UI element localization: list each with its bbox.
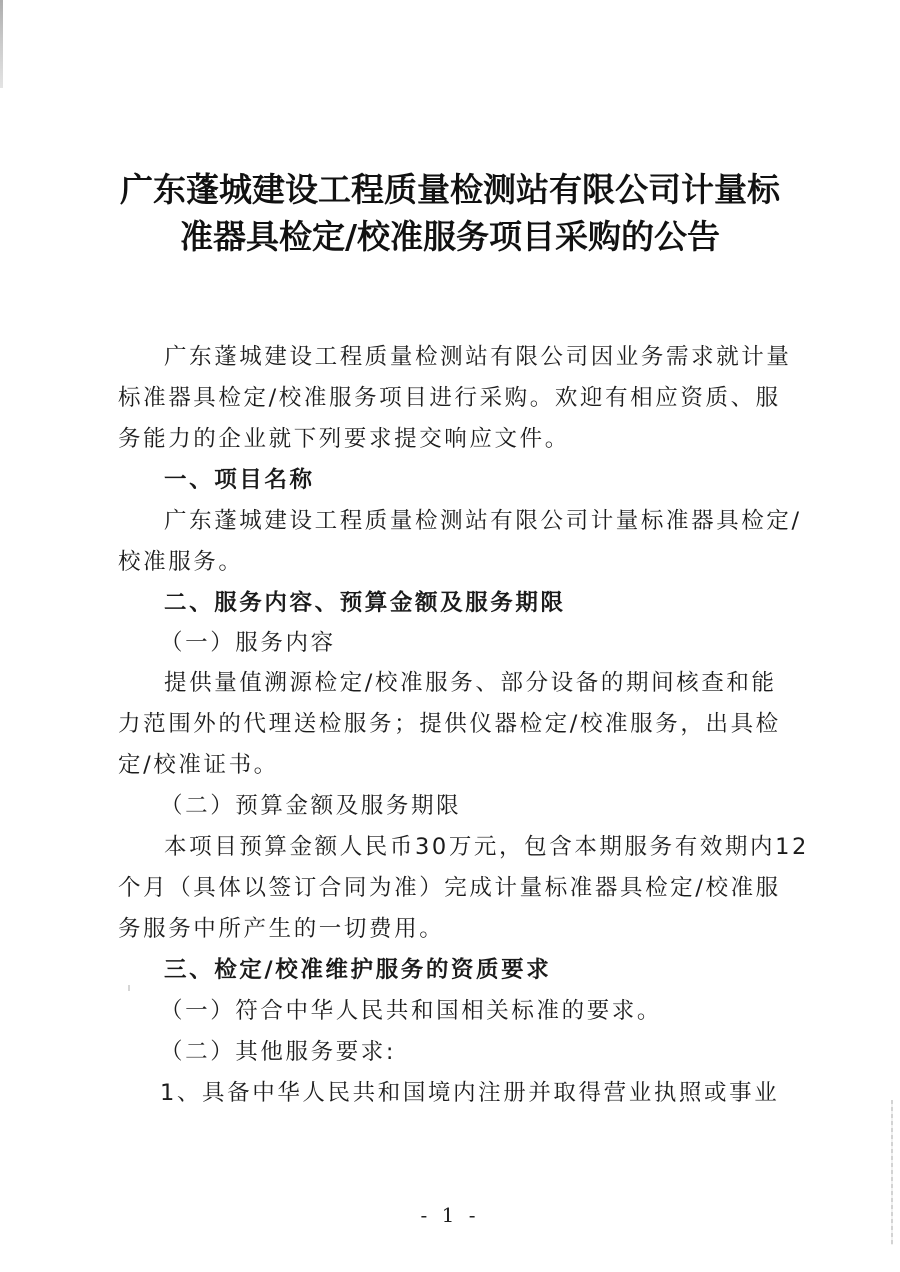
intro-line-2: 标准器具检定/校准服务项目进行采购。欢迎有相应资质、服 (118, 385, 781, 411)
budget-line-1: 本项目预算金额人民币30万元，包含本期服务有效期内12 (164, 834, 809, 860)
scan-edge-artifact-right (891, 1100, 893, 1245)
page-number: - 1 - (420, 1203, 480, 1227)
qualification-sub-2: （二）其他服务要求: (160, 1039, 397, 1065)
subheading-service-content: （一）服务内容 (160, 630, 336, 656)
subheading-budget-term: （二）预算金额及服务期限 (160, 793, 462, 819)
section-heading-project-name: 一、项目名称 (164, 467, 315, 493)
project-name-line-2: 校准服务。 (118, 549, 244, 575)
budget-line-2: 个月（具体以签订合同为准）完成计量标准器具检定/校准服 (118, 875, 781, 901)
intro-line-3: 务能力的企业就下列要求提交响应文件。 (118, 426, 570, 452)
document-title (110, 166, 790, 260)
qualification-item-1: 1、具备中华人民共和国境内注册并取得营业执照或事业 (160, 1080, 780, 1106)
title-line-1: 广东蓬城建设工程质量检测站有限公司计量标 (120, 170, 780, 209)
scan-edge-artifact-left (0, 0, 3, 88)
service-content-line-2: 力范围外的代理送检服务；提供仪器检定/校准服务，出具检 (118, 711, 781, 737)
section-heading-service-budget-term: 二、服务内容、预算金额及服务期限 (164, 590, 566, 616)
qualification-sub-1: （一）符合中华人民共和国相关标准的要求。 (160, 998, 663, 1024)
section-heading-qualification: 三、检定/校准维护服务的资质要求 (164, 957, 552, 983)
service-content-line-3: 定/校准证书。 (118, 752, 279, 778)
budget-line-3: 务服务中所产生的一切费用。 (118, 916, 445, 942)
intro-line-1: 广东蓬城建设工程质量检测站有限公司因业务需求就计量 (164, 344, 792, 370)
title-line-2: 准器具检定/校准服务项目采购的公告 (179, 217, 721, 256)
scan-speck (128, 985, 130, 991)
project-name-line-1: 广东蓬城建设工程质量检测站有限公司计量标准器具检定/ (164, 508, 802, 534)
service-content-line-1: 提供量值溯源检定/校准服务、部分设备的期间核查和能 (164, 670, 777, 696)
